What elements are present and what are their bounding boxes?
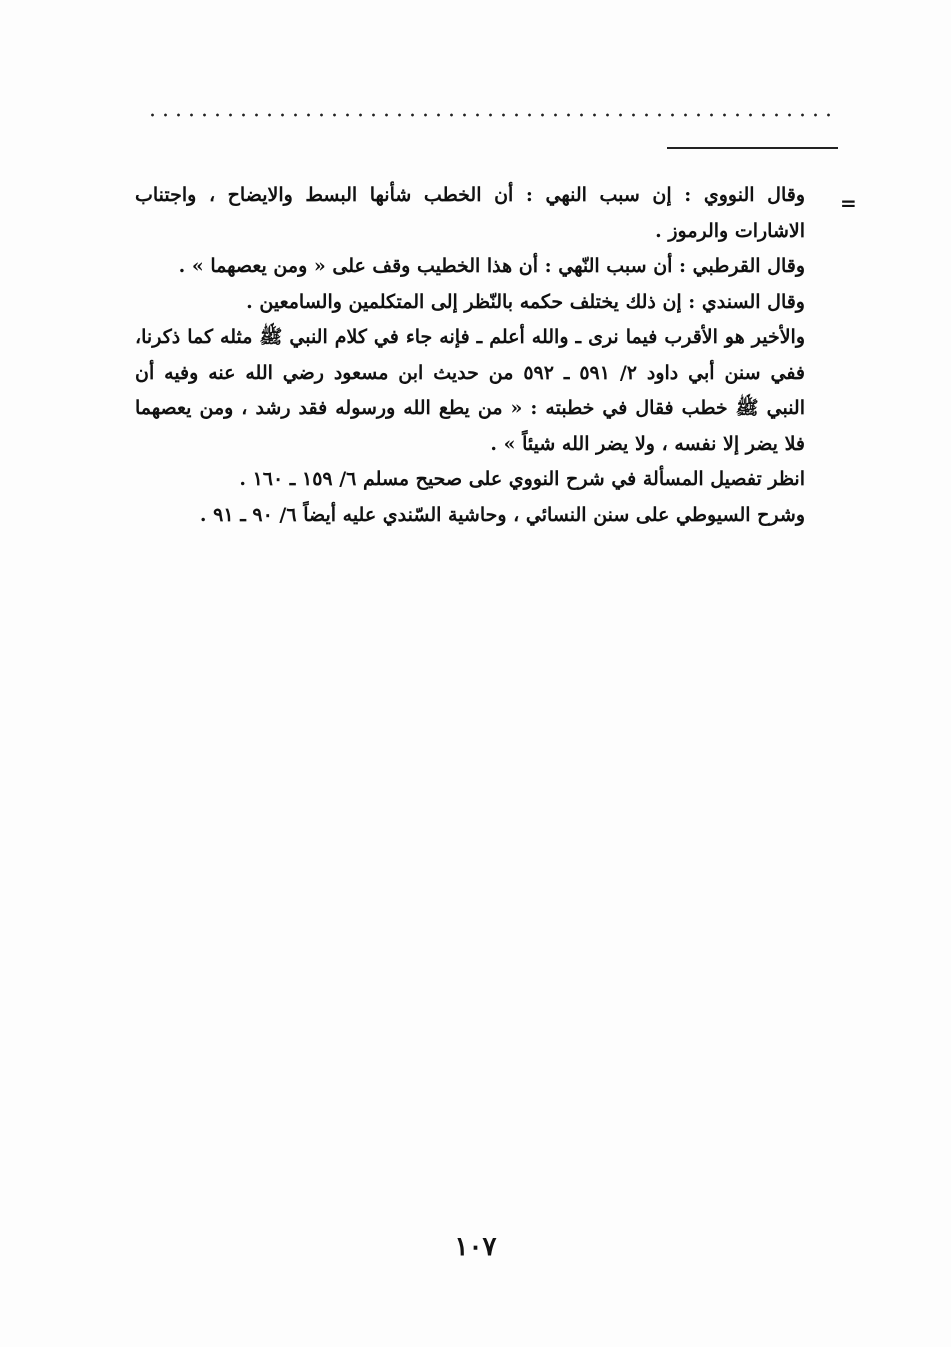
- footnote-line: والأخير هو الأقرب فيما نرى ـ والله أعلم ـ فإنه جاء في كلام النبي ﷺ مثله كما ذكرنا،: [135, 326, 805, 348]
- footnote-line: الاشارات والرموز .: [655, 219, 805, 242]
- footnote-line: انظر تفصيل المسألة في شرح النووي على صحيح مسلم ٦/ ١٥٩ ـ ١٦٠ .: [239, 468, 805, 490]
- footnote-continuation-mark: =: [840, 191, 857, 215]
- footnote-line: وقال السندي : إن ذلك يختلف حكمه بالنّظر إلى المتكلمين والسامعين .: [246, 290, 805, 313]
- footnote-separator-line: [667, 147, 838, 149]
- footnote-line: فلا يضر إلا نفسه ، ولا يضر الله شيئاً » .: [490, 432, 805, 455]
- footnote-line: وقال النووي : إن سبب النهي : أن الخطب شأنها البسط والايضاح ، واجتناب: [135, 184, 805, 206]
- footnote-line: النبي ﷺ خطب فقال في خطبته : « من يطع الله ورسوله فقد رشد ، ومن يعصهما: [135, 397, 805, 419]
- dotted-separator: [146, 113, 836, 117]
- footnote-line: ففي سنن أبي داود ٢/ ٥٩١ ـ ٥٩٢ من حديث ابن مسعود رضي الله عنه وفيه أن: [135, 361, 806, 384]
- footnote-line: وقال القرطبي : أن سبب النّهي : أن هذا الخطيب وقف على « ومن يعصهما » .: [178, 255, 805, 277]
- page-number: ١٠٧: [454, 1232, 497, 1262]
- footnote-line: وشرح السيوطي على سنن النسائي ، وحاشية السّندي عليه أيضاً ٦/ ٩٠ ـ ٩١ .: [199, 503, 805, 526]
- footnote-text: [135, 178, 805, 533]
